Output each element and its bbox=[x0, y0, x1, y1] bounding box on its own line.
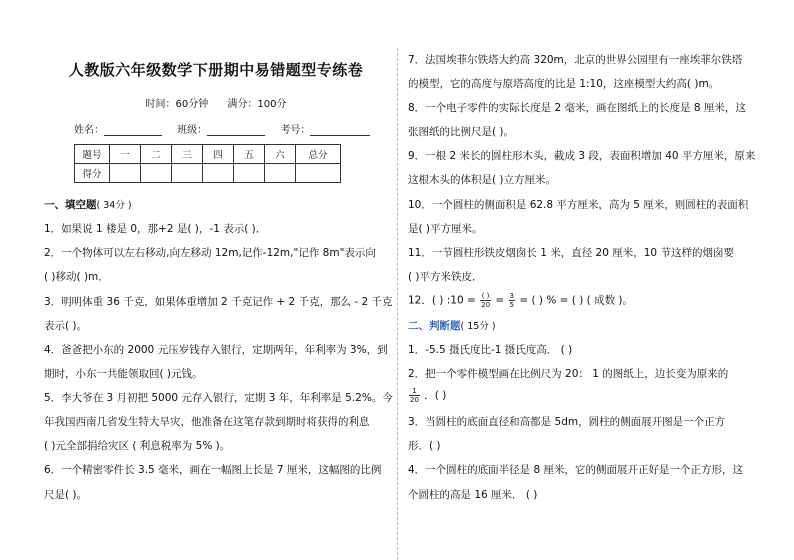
time-label: 时间：60分钟 bbox=[145, 99, 209, 110]
score-cell[interactable] bbox=[265, 164, 296, 183]
question-line: 这根木头的体积是( )立方厘米。 bbox=[408, 174, 557, 186]
judge-line: 1．-5.5 摄氏度比-1 摄氏度高． ( ) bbox=[408, 344, 573, 356]
section-2-points: ( 15分 ) bbox=[460, 321, 496, 332]
class-label: 班级： bbox=[177, 125, 208, 136]
question-line: 3．明明体重 36 千克，如果体重增加 2 千克记作 + 2 千克，那么 - 2 千克 bbox=[44, 296, 393, 308]
judge-2-frac-denominator: 20 bbox=[410, 396, 419, 404]
score-header-cell: 四 bbox=[203, 145, 234, 164]
score-header-cell: 题号 bbox=[75, 145, 110, 164]
judge-2-fraction bbox=[409, 387, 420, 404]
score-header-cell: 五 bbox=[234, 145, 265, 164]
score-cell[interactable] bbox=[141, 164, 172, 183]
judge-line: 4．一个圆柱的底面半径是 8 厘米，它的侧面展开正好是一个正方形，这 bbox=[408, 464, 744, 476]
judge-line: 2．把一个零件模型画在比例尺为 20： 1 的图纸上，边长变为原来的 bbox=[408, 368, 729, 380]
question-line: 年我国西南几省发生特大旱灾，他准备在这笔存款到期时将获得的利息 bbox=[44, 416, 370, 428]
question-line: 是( )平方厘米。 bbox=[408, 223, 483, 235]
id-field[interactable] bbox=[310, 125, 370, 136]
judge-line: 个圆柱的高是 16 厘米． ( ) bbox=[408, 489, 538, 501]
judge-2-frac-numerator: 1 bbox=[409, 387, 420, 396]
question-line: 张图纸的比例尺是( )。 bbox=[408, 126, 515, 138]
question-line: 4．爸爸把小东的 2000 元压岁钱存入银行，定期两年，年利率为 3%，到 bbox=[44, 344, 388, 356]
question-line: 11．一节圆柱形铁皮烟囱长 1 米，直径 20 厘米，10 节这样的烟囱要 bbox=[408, 247, 734, 259]
score-table bbox=[74, 144, 341, 183]
page-title: 人教版六年级数学下册期中易错题型专练卷 bbox=[68, 61, 364, 79]
question-line: 9．一根 2 米长的圆柱形木头，截成 3 段，表面积增加 40 平方厘米，原来 bbox=[408, 150, 756, 162]
score-cell[interactable] bbox=[110, 164, 141, 183]
score-header-cell: 六 bbox=[265, 145, 296, 164]
question-line: 10．一个圆柱的侧面积是 62.8 平方厘米，高为 5 厘米，则圆柱的表面积 bbox=[408, 199, 749, 211]
question-line: 6．一个精密零件长 3.5 毫米，画在一幅图上长是 7 厘米，这幅图的比例 bbox=[44, 464, 382, 476]
name-field[interactable] bbox=[104, 125, 162, 136]
score-label: 满分：100分 bbox=[227, 99, 287, 110]
id-label: 考号： bbox=[280, 125, 311, 136]
exam-meta bbox=[40, 95, 392, 110]
question-line: 7．法国埃菲尔铁塔大约高 320m，北京的世界公园里有一座埃菲尔铁塔 bbox=[408, 54, 743, 66]
q12-frac1-denominator: 20 bbox=[481, 301, 491, 309]
question-line: 的模型，它的高度与原塔高度的比是 1:10，这座模型大约高( )m。 bbox=[408, 78, 720, 90]
section-1-points: ( 34分 ) bbox=[96, 200, 132, 211]
class-field[interactable] bbox=[207, 125, 265, 136]
question-line: ( )平方米铁皮． bbox=[408, 271, 483, 283]
question-line: ( )元全部捐给灾区 ( 利息税率为 5% )。 bbox=[44, 440, 231, 452]
question-12 bbox=[408, 292, 633, 309]
score-table-score-row bbox=[75, 164, 341, 183]
score-cell[interactable] bbox=[296, 164, 341, 183]
score-header-cell: 一 bbox=[110, 145, 141, 164]
q12-fraction-1 bbox=[480, 292, 491, 309]
question-line: 期时，小东一共能领取回( )元钱。 bbox=[44, 368, 203, 380]
score-header-cell: 二 bbox=[141, 145, 172, 164]
judge-2-suffix: ．( ) bbox=[424, 389, 447, 402]
q12-suffix: = ( ) % = ( ) ( 成数 )。 bbox=[519, 294, 634, 307]
judge-line: 3．当圆柱的底面直径和高都是 5dm，圆柱的侧面展开图是一个正方 bbox=[408, 416, 726, 428]
score-header-cell: 三 bbox=[172, 145, 203, 164]
score-cell[interactable] bbox=[172, 164, 203, 183]
question-line: 2．一个物体可以左右移动,向左移动 12m,记作-12m,"记作 8m"表示向 bbox=[44, 247, 376, 259]
judge-line: 形．( ) bbox=[408, 440, 441, 452]
score-row-label: 得分 bbox=[75, 164, 110, 183]
question-line: 5．李大爷在 3 月初把 5000 元存入银行，定期 3 年，年利率是 5.2%。今 bbox=[44, 392, 393, 404]
name-label: 姓名： bbox=[74, 125, 104, 136]
score-table-header-row bbox=[75, 145, 341, 164]
question-line: 尺是( )。 bbox=[44, 489, 88, 501]
question-line: ( )移动( )m． bbox=[44, 271, 109, 283]
section-2-heading bbox=[408, 318, 496, 333]
section-1-heading bbox=[44, 197, 132, 212]
judge-2-tail bbox=[408, 387, 446, 404]
student-info bbox=[74, 121, 382, 136]
q12-equals: = bbox=[495, 294, 505, 307]
q12-frac2-numerator: 3 bbox=[509, 292, 514, 300]
question-line: 1．如果说 1 楼是 0，那+2 是( )，-1 表示( )． bbox=[44, 223, 267, 235]
score-cell[interactable] bbox=[234, 164, 265, 183]
question-line: 表示( )。 bbox=[44, 320, 88, 332]
section-2-title: 二、判断题 bbox=[408, 320, 461, 332]
q12-frac1-numerator: ( ) bbox=[481, 292, 490, 300]
q12-frac2-denominator: 5 bbox=[509, 301, 514, 309]
score-header-cell: 总分 bbox=[296, 145, 341, 164]
question-line: 8．一个电子零件的实际长度是 2 毫米，画在图纸上的长度是 8 厘米，这 bbox=[408, 102, 746, 114]
score-cell[interactable] bbox=[203, 164, 234, 183]
q12-prefix: 12．( ) :10 = bbox=[408, 294, 476, 307]
column-divider bbox=[397, 48, 398, 560]
section-1-title: 一、填空题 bbox=[44, 199, 97, 211]
q12-fraction-2 bbox=[509, 292, 515, 309]
